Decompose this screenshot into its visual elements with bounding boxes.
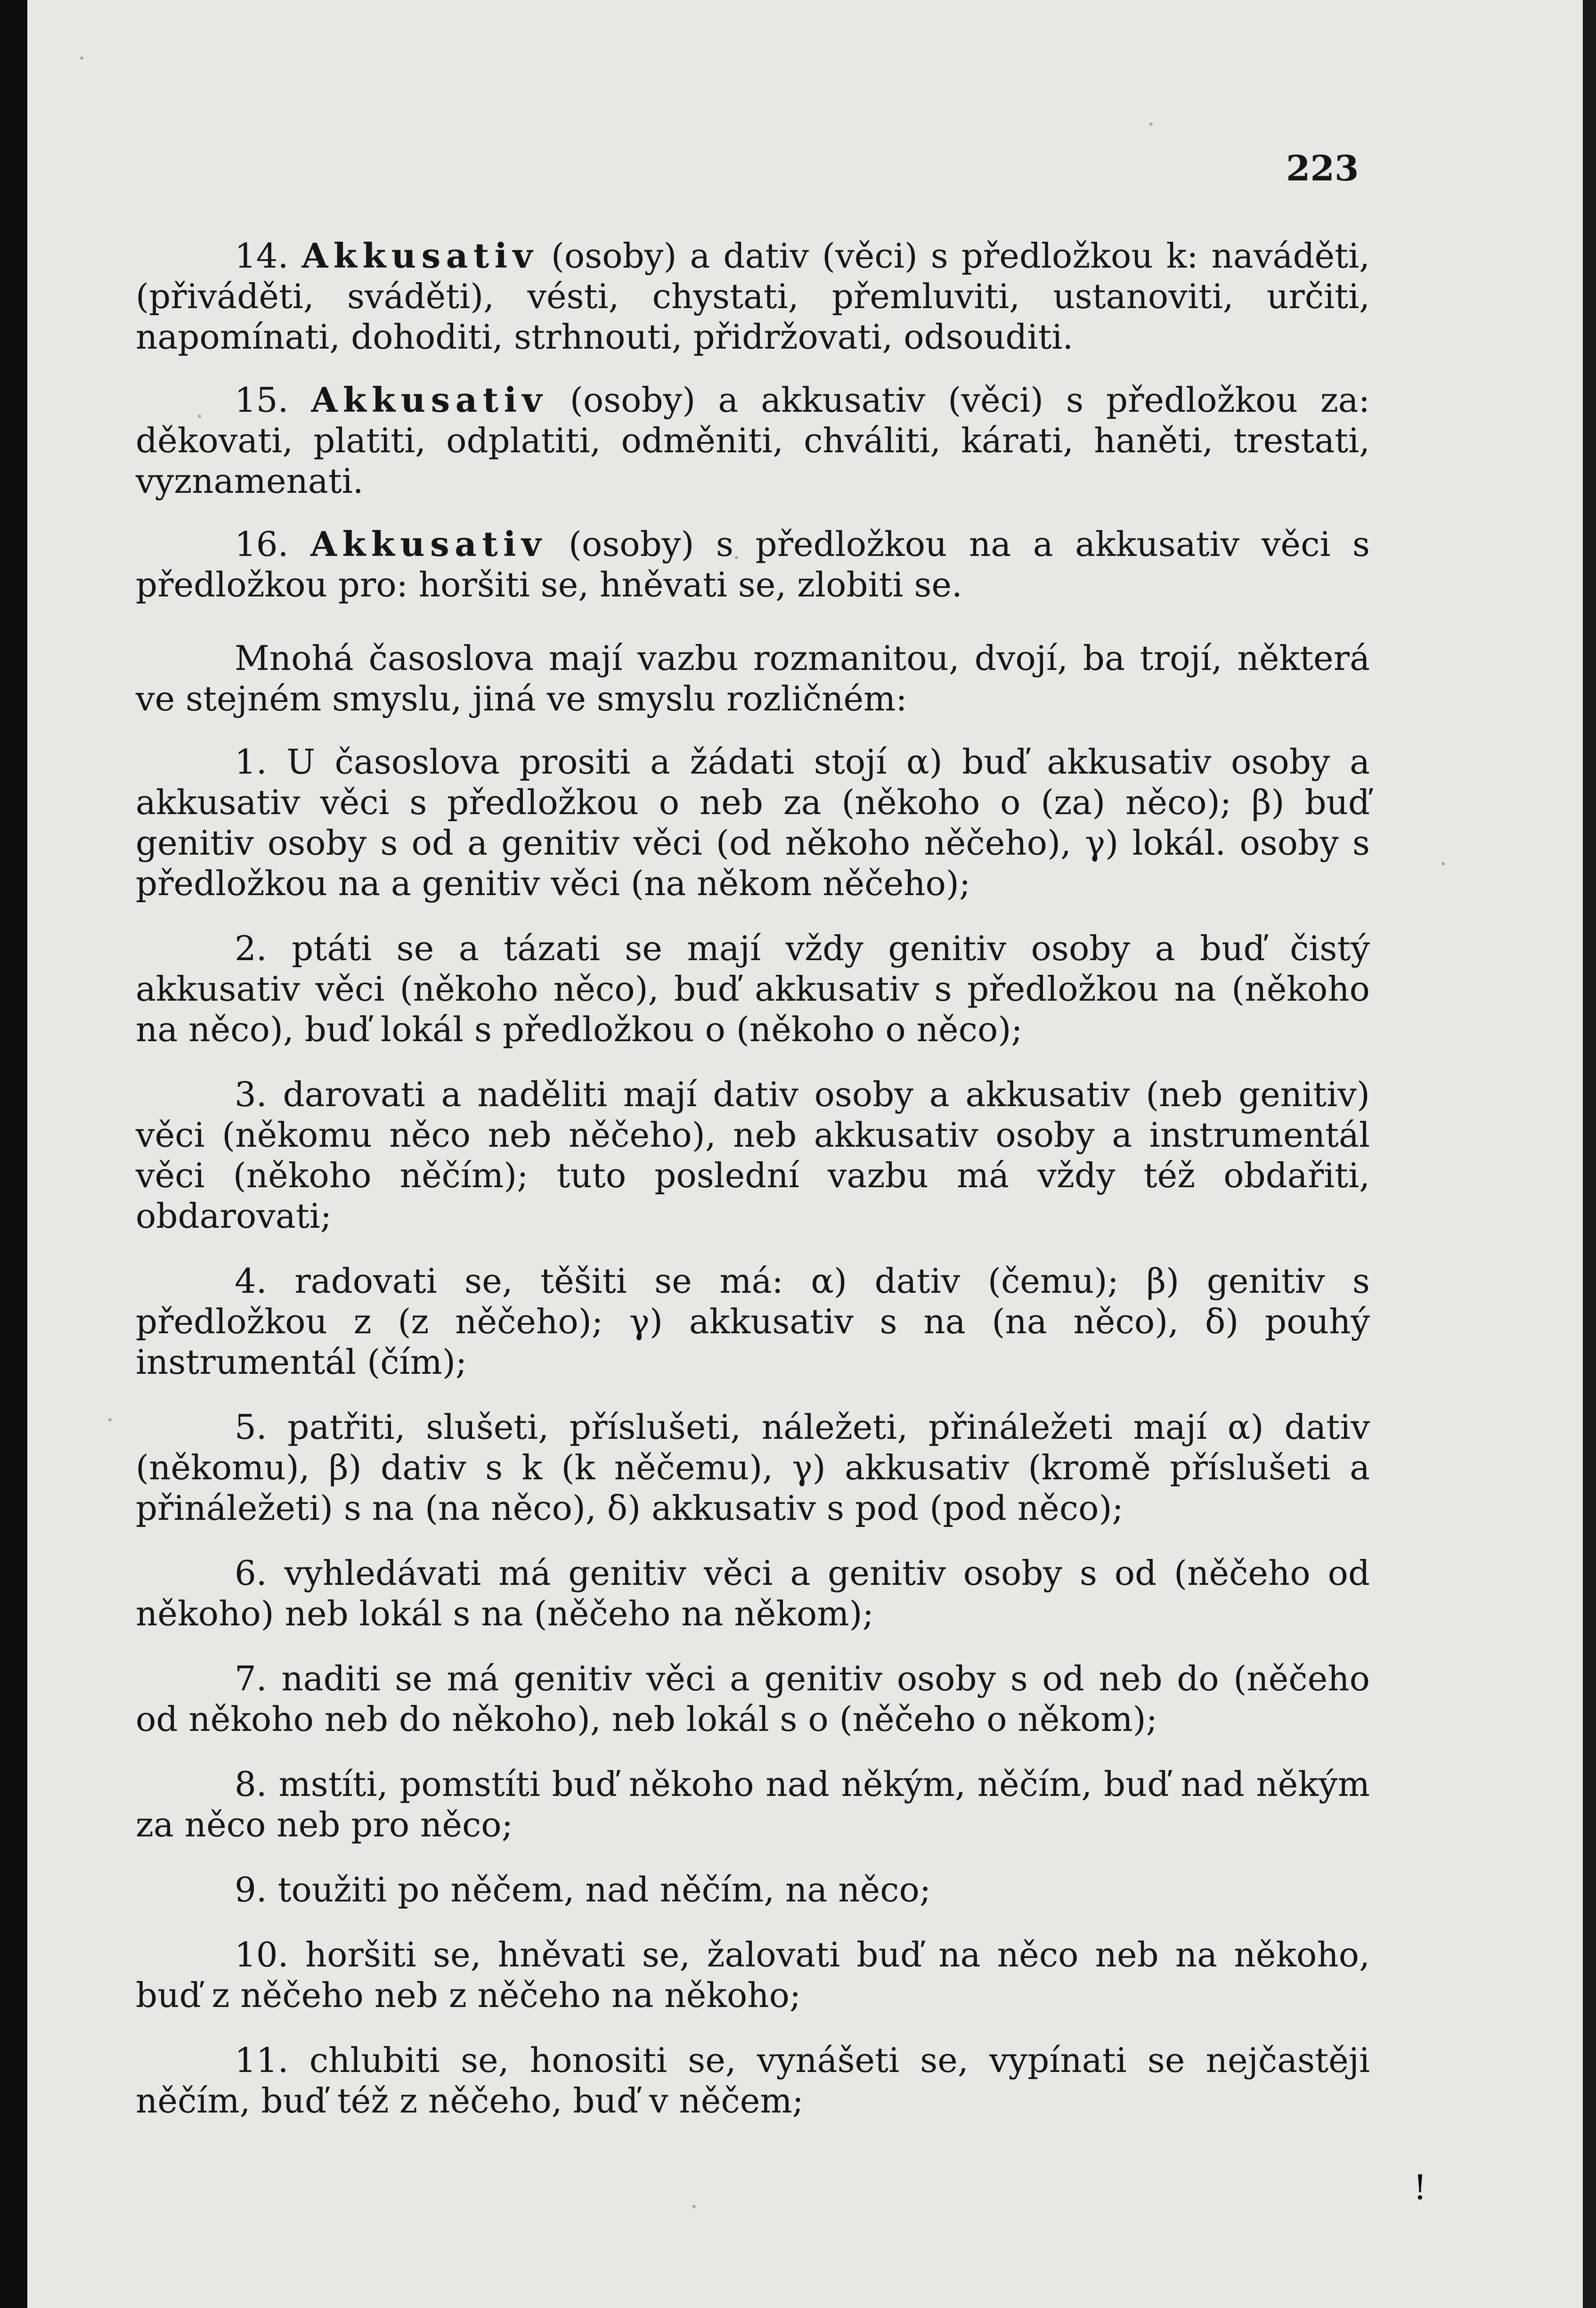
paragraph-lead: Akkusativ — [301, 236, 538, 276]
paper-speck — [1441, 862, 1445, 865]
item-text: toužiti po něčem, nad něčím, na něco; — [267, 1870, 931, 1909]
item-7 — [136, 1658, 1370, 1739]
bottom-mark: ! — [1413, 2168, 1427, 2207]
item-1 — [136, 742, 1370, 904]
paragraph-number: 15. — [235, 380, 289, 420]
item-number: 1. — [235, 742, 267, 782]
paragraph-text: (osoby) a dativ (věci) s předložkou k: naváděti, (přiváděti, sváděti), vésti, chystati, přemluviti, ustanoviti, určiti, napomínati, dohoditi, strhnouti, přidržovati, odsouditi. — [136, 236, 1370, 357]
intro-text: Mnohá časoslova mají vazbu rozmanitou, dvojí, ba trojí, některá ve stejném smyslu, jiná ve smyslu rozličném: — [136, 638, 1370, 718]
paper-speck — [108, 1418, 112, 1421]
item-text: naditi se má genitiv věci a genitiv osoby s od neb do (něčeho od někoho neb do někoho), neb lokál s o (něčeho o někom); — [136, 1659, 1370, 1739]
page-number: 223 — [1286, 148, 1359, 189]
item-number: 5. — [235, 1407, 267, 1447]
paper-speck — [692, 2205, 696, 2208]
paragraph-text: (osoby) a akkusativ (věci) s předložkou za: děkovati, platiti, odplatiti, odměniti, chváliti, kárati, haněti, trestati, vyznamenati. — [136, 380, 1370, 501]
paragraph-16 — [136, 524, 1370, 605]
paper-speck — [1149, 122, 1153, 126]
item-text: U časoslova prositi a žádati stojí α) buď akkusativ osoby a akkusativ věci s předložkou o neb za (někoho o (za) něco); β) buď genitiv osoby s od a genitiv věci (od někoho něčeho), γ) lokál. osoby s předložkou na a genitiv věci (na někom něčeho); — [136, 742, 1370, 903]
item-10 — [136, 1934, 1370, 2015]
item-8 — [136, 1764, 1370, 1845]
item-text: ptáti se a tázati se mají vždy genitiv osoby a buď čistý akkusativ věci (někoho něco), buď akkusativ s předložkou na (někoho na něco), buď lokál s předložkou o (někoho o něco); — [136, 929, 1370, 1049]
item-number: 4. — [235, 1261, 267, 1301]
item-number: 3. — [235, 1075, 267, 1114]
paragraph-lead: Akkusativ — [310, 524, 547, 564]
paragraph-number: 14. — [235, 236, 289, 276]
item-number: 9. — [235, 1870, 267, 1909]
item-text: horšiti se, hněvati se, žalovati buď na něco neb na někoho, buď z něčeho neb z něčeho na někoho; — [136, 1935, 1370, 2015]
item-6 — [136, 1553, 1370, 1634]
page-right-shadow — [1583, 0, 1596, 2308]
item-text: chlubiti se, honositi se, vynášeti se, vypínati se nejčastěji něčím, buď též z něčeho, buď v něčem; — [136, 2040, 1370, 2120]
item-11 — [136, 2040, 1370, 2121]
item-number: 11. — [235, 2040, 289, 2080]
paragraph-lead: Akkusativ — [311, 380, 547, 420]
paragraph-text: (osoby) s předložkou na a akkusativ věci s předložkou pro: horšiti se, hněvati se, zlobiti se. — [136, 524, 1370, 604]
item-5 — [136, 1407, 1370, 1528]
item-2 — [136, 928, 1370, 1050]
paragraph-number: 16. — [235, 524, 289, 564]
page-left-shadow — [0, 0, 27, 2308]
paragraph-14 — [136, 236, 1370, 357]
item-9 — [136, 1869, 1370, 1910]
item-number: 7. — [235, 1659, 267, 1698]
item-text: vyhledávati má genitiv věci a genitiv osoby s od (něčeho od někoho) neb lokál s na (něčeho na někom); — [136, 1553, 1370, 1633]
item-number: 8. — [235, 1764, 267, 1804]
item-4 — [136, 1261, 1370, 1382]
text-body — [136, 236, 1370, 2145]
item-number: 10. — [235, 1935, 289, 1974]
item-text: darovati a naděliti mají dativ osoby a akkusativ (neb genitiv) věci (někomu něco neb něčeho), neb akkusativ osoby a instrumentál věci (někoho něčím); tuto poslední vazbu má vždy též obdařiti, obdarovati; — [136, 1075, 1370, 1236]
item-text: radovati se, těšiti se má: α) dativ (čemu); β) genitiv s předložkou z (z něčeho); γ) akkusativ s na (na něco), δ) pouhý instrumentál (čím); — [136, 1261, 1370, 1382]
paper-speck — [80, 57, 83, 60]
item-text: patřiti, slušeti, příslušeti, náležeti, přináležeti mají α) dativ (někomu), β) dativ s k (k něčemu), γ) akkusativ (kromě příslušeti a přináležeti) s na (na něco), δ) akkusativ s pod (pod něco); — [136, 1407, 1370, 1528]
item-number: 2. — [235, 929, 267, 968]
item-number: 6. — [235, 1553, 267, 1593]
item-text: mstíti, pomstíti buď někoho nad někým, něčím, buď nad někým za něco neb pro něco; — [136, 1764, 1370, 1844]
item-3 — [136, 1074, 1370, 1236]
intro-paragraph — [136, 638, 1370, 719]
paragraph-15 — [136, 380, 1370, 501]
